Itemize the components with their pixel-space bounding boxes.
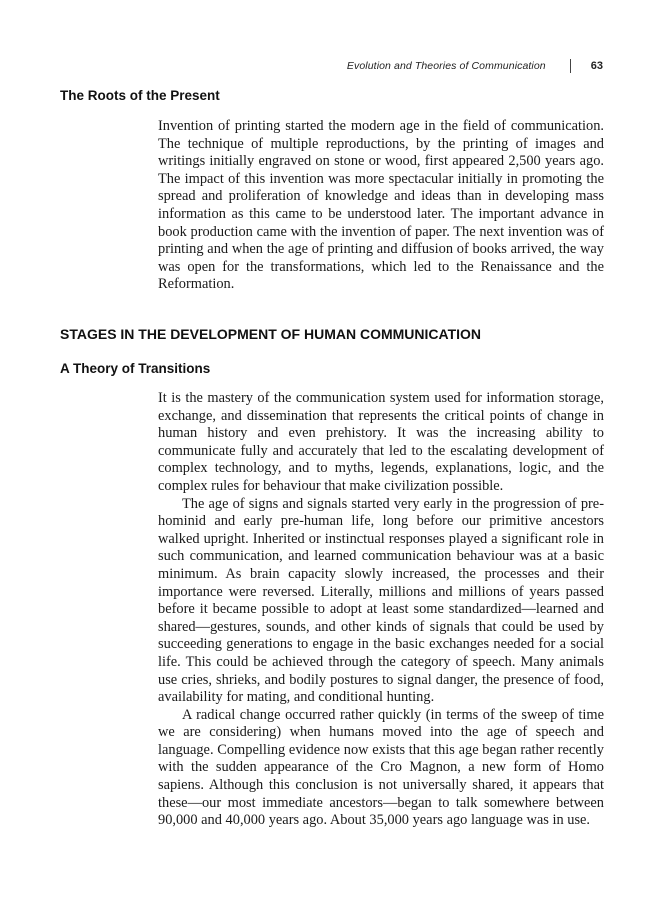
paragraph: It is the mastery of the communication system used for information storage, exchange, and dissemination that represents the critical points of change in human history and even prehistory. It was the increasing ability to communicate fully and accurately that led to the escalating development of complex technology, and to myths, legends, explanations, logic, and the complex rules for behaviour that make civilization possible.	[158, 390, 604, 494]
header-divider	[570, 59, 571, 73]
paragraph: A radical change occurred rather quickly (in terms of the sweep of time we are considering) when humans moved into the age of speech and language. Compelling evidence now exists that this age began rather recently with the sudden appearance of the Cro Magnon, a new form of Homo sapiens. Although this conclusion is not universally shared, it appears that these—our most immediate ancestors—began to talk somewhere between 90,000 and 40,000 years ago. About 35,000 years ago language was in use.	[158, 706, 604, 829]
paragraph: Invention of printing started the modern age in the field of communication. The technique of multiple reproductions, by the printing of images and writings initially engraved on stone or wood, first appeared 2,500 years ago. The impact of this invention was more spectacular initially in promoting the spread and proliferation of knowledge and ideas than in developing mass information as this came to be understood later. The important advance in book production came with the invention of paper. The next invention was of printing and when the age of printing and diffusion of books arrived, the way was open for the transformations, which led to the Renaissance and the Reformation.	[158, 118, 604, 293]
chapter-section-heading-stages: STAGES IN THE DEVELOPMENT OF HUMAN COMMUNICATION	[60, 326, 482, 342]
section-heading-roots: The Roots of the Present	[60, 88, 220, 103]
section-body-roots	[158, 118, 604, 294]
running-header	[347, 58, 603, 74]
running-title: Evolution and Theories of Communication	[346, 60, 546, 72]
paragraph: The age of signs and signals started very early in the progression of pre-hominid and early pre-human life, long before our primitive ancestors walked upright. Inherited or instinctual responses played a significant role in such communication, and learned communication behaviour was at a basic minimum. As brain capacity slowly increased, the processes and their importance were reversed. Literally, millions and millions of years passed before it became possible to adopt at least some standardized—learned and shared—gestures, sounds, and other kinds of signals that could be used by succeeding generations to engage in the basic exchanges needed for a social life. This could be achieved through the category of speech. Many animals use cries, shrieks, and bodily postures to signal danger, the presence of food, availability for mating, and conditional hunting.	[158, 495, 604, 706]
section-heading-transitions: A Theory of Transitions	[60, 361, 211, 376]
section-body-transitions	[158, 390, 604, 830]
page-number: 63	[590, 60, 603, 72]
